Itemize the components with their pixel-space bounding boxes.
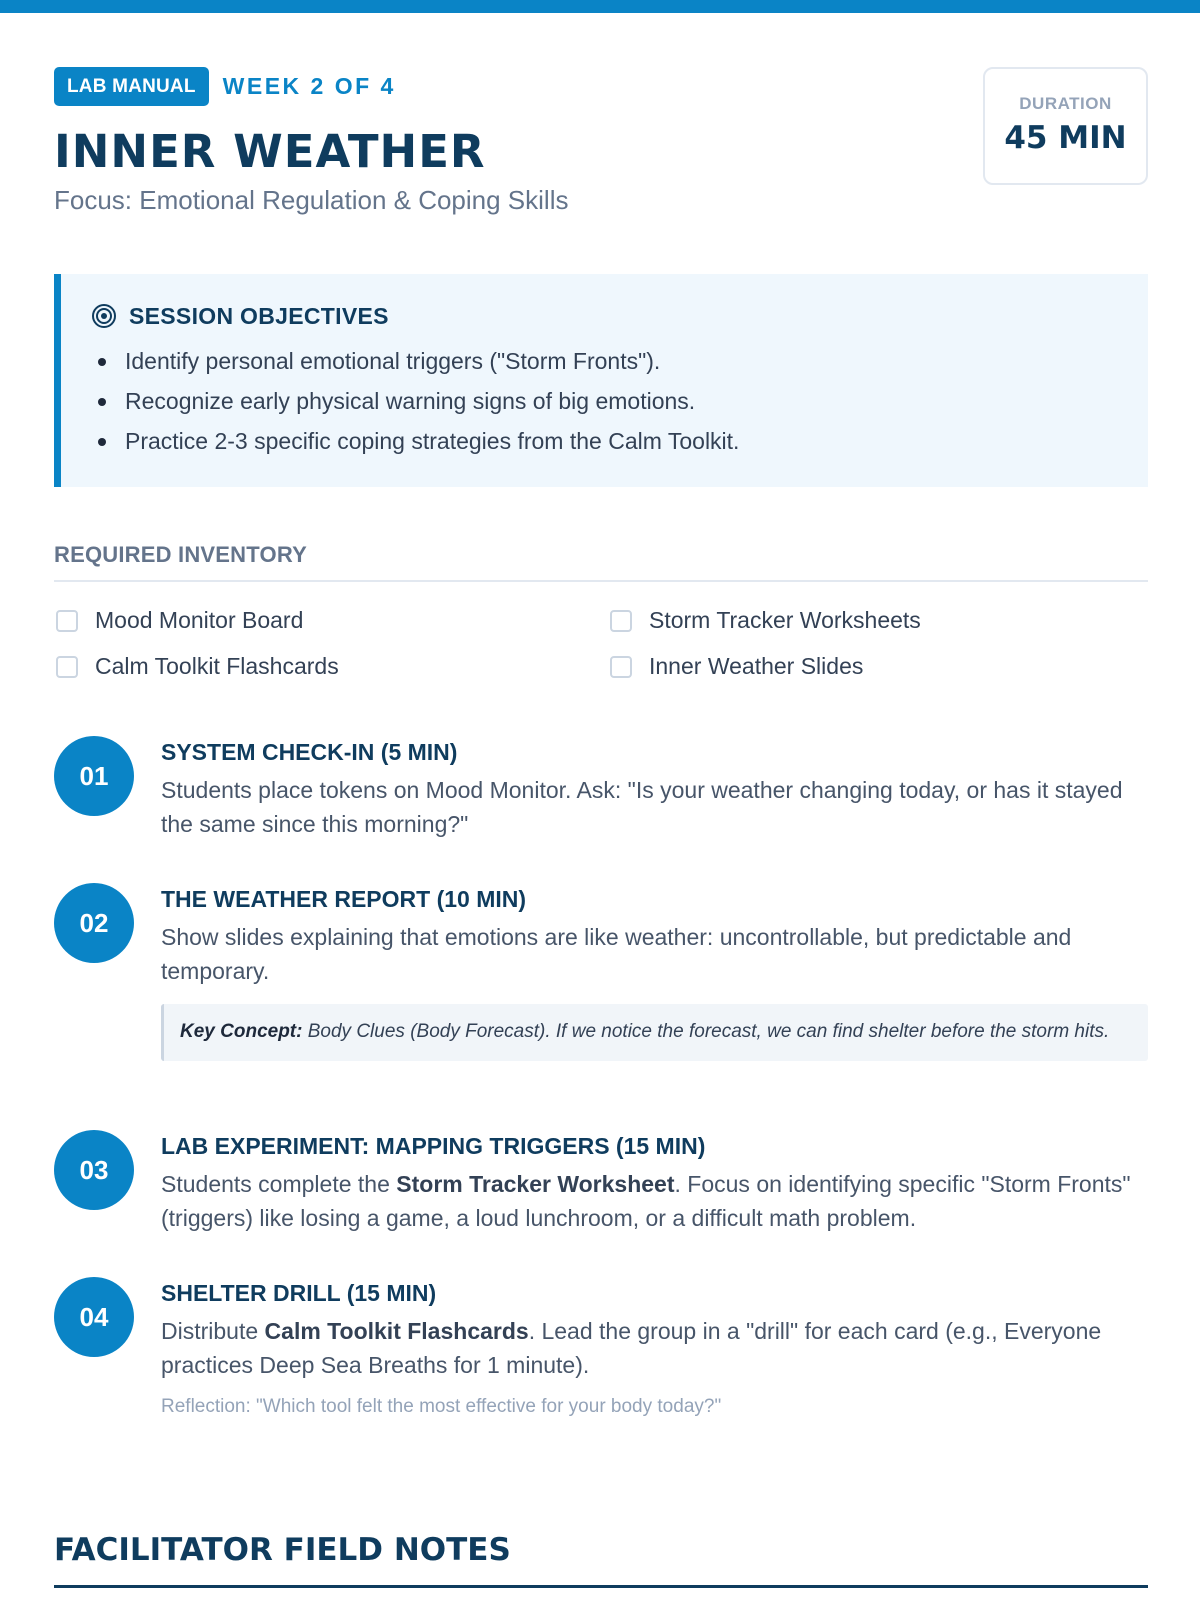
objectives-heading: SESSION OBJECTIVES <box>129 302 389 329</box>
objective-item: Practice 2-3 specific coping strategies from the Calm Toolkit. <box>91 421 1148 461</box>
lab-manual-badge: LAB MANUAL <box>54 67 209 106</box>
checkbox[interactable] <box>56 656 78 678</box>
duration-label: DURATION <box>1019 94 1112 113</box>
step-text-part: . Focus on identifying specific "Storm Fronts" (triggers) like losing a game, a loud lunchroom, or a difficult math problem. <box>161 1171 1131 1231</box>
step-number: 01 <box>54 736 134 816</box>
step-text-emphasis: Storm Tracker Worksheet <box>396 1171 675 1197</box>
objectives-header <box>91 301 1148 331</box>
target-icon <box>91 303 117 329</box>
checkbox[interactable] <box>56 610 78 632</box>
duration-value: 45 MIN <box>1004 120 1127 156</box>
step-number: 03 <box>54 1130 134 1210</box>
session-objectives-panel <box>54 274 1148 487</box>
inventory-heading: REQUIRED INVENTORY <box>54 542 307 567</box>
duration-card <box>983 67 1148 185</box>
inventory-item-slides[interactable] <box>610 653 863 680</box>
inventory-label: Storm Tracker Worksheets <box>649 607 921 633</box>
step-body <box>161 1277 1148 1418</box>
step-text-part: Distribute <box>161 1318 265 1344</box>
inventory-item-mood-monitor[interactable] <box>56 607 303 634</box>
step-body <box>161 736 1148 841</box>
objective-item: Recognize early physical warning signs of big emotions. <box>91 381 1148 421</box>
checkbox[interactable] <box>610 656 632 678</box>
step-heading: SHELTER DRILL (15 MIN) <box>161 1280 437 1306</box>
inventory-label: Calm Toolkit Flashcards <box>95 653 339 679</box>
field-notes-heading: FACILITATOR FIELD NOTES <box>54 1532 511 1568</box>
objective-item: Identify personal emotional triggers ("Storm Fronts"). <box>91 341 1148 381</box>
key-concept-label: Key Concept: <box>180 1021 303 1042</box>
key-concept-text: Body Clues (Body Forecast). If we notice the forecast, we can find shelter before the storm hits. <box>302 1021 1110 1042</box>
step-text: Show slides explaining that emotions are like weather: uncontrollable, but predictable and temporary. <box>161 924 1072 984</box>
inventory-label: Mood Monitor Board <box>95 607 304 633</box>
inventory-item-storm-tracker[interactable] <box>610 607 921 634</box>
step-text-part: . Lead the group in a "drill" for each card (e.g., Everyone practices Deep Sea Breaths for 1 minute). <box>161 1318 1102 1378</box>
reflection-prompt: Reflection: "Which tool felt the most effective for your body today?" <box>161 1396 722 1417</box>
inventory-item-calm-toolkit[interactable] <box>56 653 339 680</box>
step-text-emphasis: Calm Toolkit Flashcards <box>264 1318 529 1344</box>
step-body <box>161 883 1148 1061</box>
step-text-part: Students complete the <box>161 1171 397 1197</box>
step-number: 04 <box>54 1277 134 1357</box>
field-notes-divider <box>54 1585 1148 1588</box>
step-heading: THE WEATHER REPORT (10 MIN) <box>161 886 527 912</box>
top-accent-bar <box>0 0 1200 13</box>
step-text <box>161 1167 1148 1235</box>
inventory-label: Inner Weather Slides <box>649 653 864 679</box>
step-text <box>161 1314 1148 1382</box>
step-heading: LAB EXPERIMENT: MAPPING TRIGGERS (15 MIN) <box>161 1133 706 1159</box>
key-concept-callout <box>161 1004 1148 1061</box>
page-subtitle: Focus: Emotional Regulation & Coping Skills <box>54 185 569 215</box>
page-title: INNER WEATHER <box>54 125 486 178</box>
step-heading: SYSTEM CHECK-IN (5 MIN) <box>161 739 458 765</box>
week-indicator: WEEK 2 OF 4 <box>222 73 396 99</box>
page-header <box>54 67 1148 217</box>
objectives-list <box>91 341 1148 461</box>
checkbox[interactable] <box>610 610 632 632</box>
step-body <box>161 1130 1148 1235</box>
step-text: Students place tokens on Mood Monitor. Ask: "Is your weather changing today, or has it stayed the same since this morning?" <box>161 777 1123 837</box>
step-number: 02 <box>54 883 134 963</box>
inventory-divider <box>54 580 1148 582</box>
